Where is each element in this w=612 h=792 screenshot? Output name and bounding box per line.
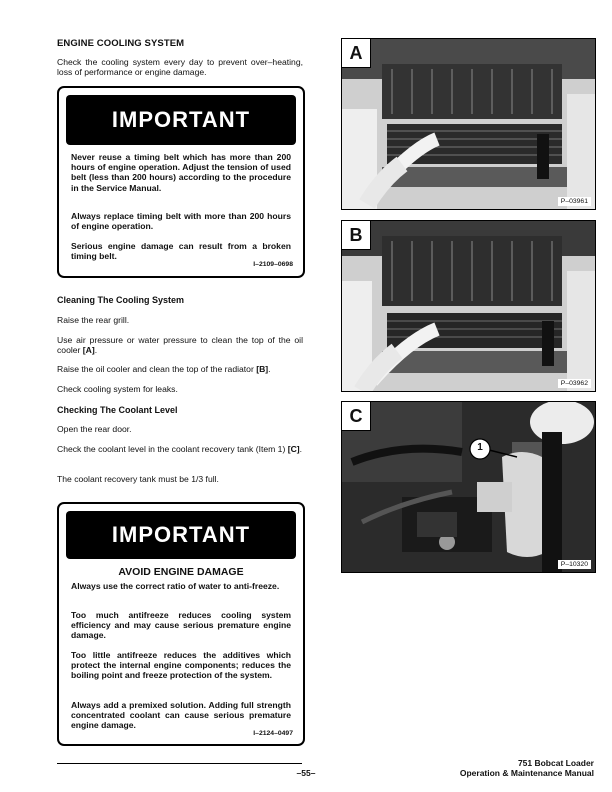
antifreeze-text-2: Too much antifreeze reduces cooling system efficiency and may cause serious premature engine damage. — [71, 610, 291, 641]
cleaning-step-2-end: . — [94, 345, 98, 356]
important-code: I–2109–0698 — [253, 261, 293, 268]
cleaning-step-1: Raise the rear grill. — [57, 315, 130, 325]
important-text-1: Never reuse a timing belt which has more than 200 hours of engine operation. Adjust the tension of used belt (less than 200 hours) according to the procedure in the Service Manual. — [71, 152, 291, 193]
photo-code-b: P–03962 — [558, 379, 591, 388]
photo-label-c: C — [342, 402, 371, 431]
important-box-antifreeze — [57, 502, 305, 746]
important-banner: IMPORTANT — [66, 95, 296, 145]
coolant-step-2 — [57, 444, 303, 454]
coolant-step-2-text: Check the coolant level in the coolant recovery tank (Item 1) — [57, 444, 288, 454]
important-code-2: I–2124–0497 — [253, 730, 293, 737]
important-text-2: Always replace timing belt with more than 200 hours of engine operation. — [71, 211, 291, 232]
photo-c — [341, 401, 596, 573]
coolant-step-3: The coolant recovery tank must be 1/3 full. — [57, 474, 219, 484]
cleaning-step-2 — [57, 335, 303, 355]
important-text-3: Serious engine damage can result from a broken timing belt. — [71, 241, 291, 262]
antifreeze-text-4: Always add a premixed solution. Adding full strength concentrated coolant can cause serious premature engine damage. — [71, 700, 291, 731]
cleaning-step-3-text: Raise the oil cooler and clean the top of the radiator — [57, 364, 257, 374]
footer-rule — [57, 763, 302, 764]
figure-ref-a: [A] — [82, 345, 95, 356]
footer-model: 751 Bobcat Loader — [517, 758, 594, 768]
important-banner-2: IMPORTANT — [66, 511, 296, 559]
photo-label-a: A — [342, 39, 371, 68]
section-title: ENGINE COOLING SYSTEM — [57, 38, 185, 49]
photo-b — [341, 220, 596, 392]
coolant-tank-photo-c — [342, 402, 595, 572]
footer-manual — [460, 758, 594, 778]
intro-paragraph: Check the cooling system every day to prevent over–heating, loss of performance or engine damage. — [57, 57, 303, 78]
antifreeze-text-3: Too little antifreeze reduces the additives which protect the internal engine components; reduces the boiling point and freeze protection of the system. — [71, 650, 291, 681]
cleaning-title: Cleaning The Cooling System — [57, 295, 185, 305]
photo-code-a: P–03961 — [558, 197, 591, 206]
footer-manual-title: Operation & Maintenance Manual — [459, 768, 594, 778]
coolant-step-2-end: . — [299, 444, 303, 454]
oil-cooler-photo-a — [342, 39, 595, 209]
photo-a — [341, 38, 596, 210]
cleaning-step-4: Check cooling system for leaks. — [57, 384, 178, 394]
cleaning-step-3-end: . — [268, 364, 271, 374]
figure-ref-b: [B] — [256, 364, 269, 374]
radiator-photo-b — [342, 221, 595, 391]
antifreeze-text-1: Always use the correct ratio of water to anti-freeze. — [71, 581, 280, 591]
cleaning-step-3 — [57, 364, 303, 374]
photo-label-b: B — [342, 221, 371, 250]
cleaning-step-2-text: Use air pressure or water pressure to clean the top of the oil cooler — [57, 335, 303, 356]
figure-ref-c: [C] — [287, 444, 300, 454]
page-number: –55– — [296, 768, 316, 778]
coolant-title: Checking The Coolant Level — [57, 405, 178, 415]
coolant-step-1: Open the rear door. — [57, 424, 132, 434]
important-box-timing-belt — [57, 86, 305, 278]
callout-1: 1 — [477, 442, 483, 453]
photo-code-c: P–10320 — [558, 560, 591, 569]
avoid-damage-heading: AVOID ENGINE DAMAGE — [118, 566, 244, 578]
